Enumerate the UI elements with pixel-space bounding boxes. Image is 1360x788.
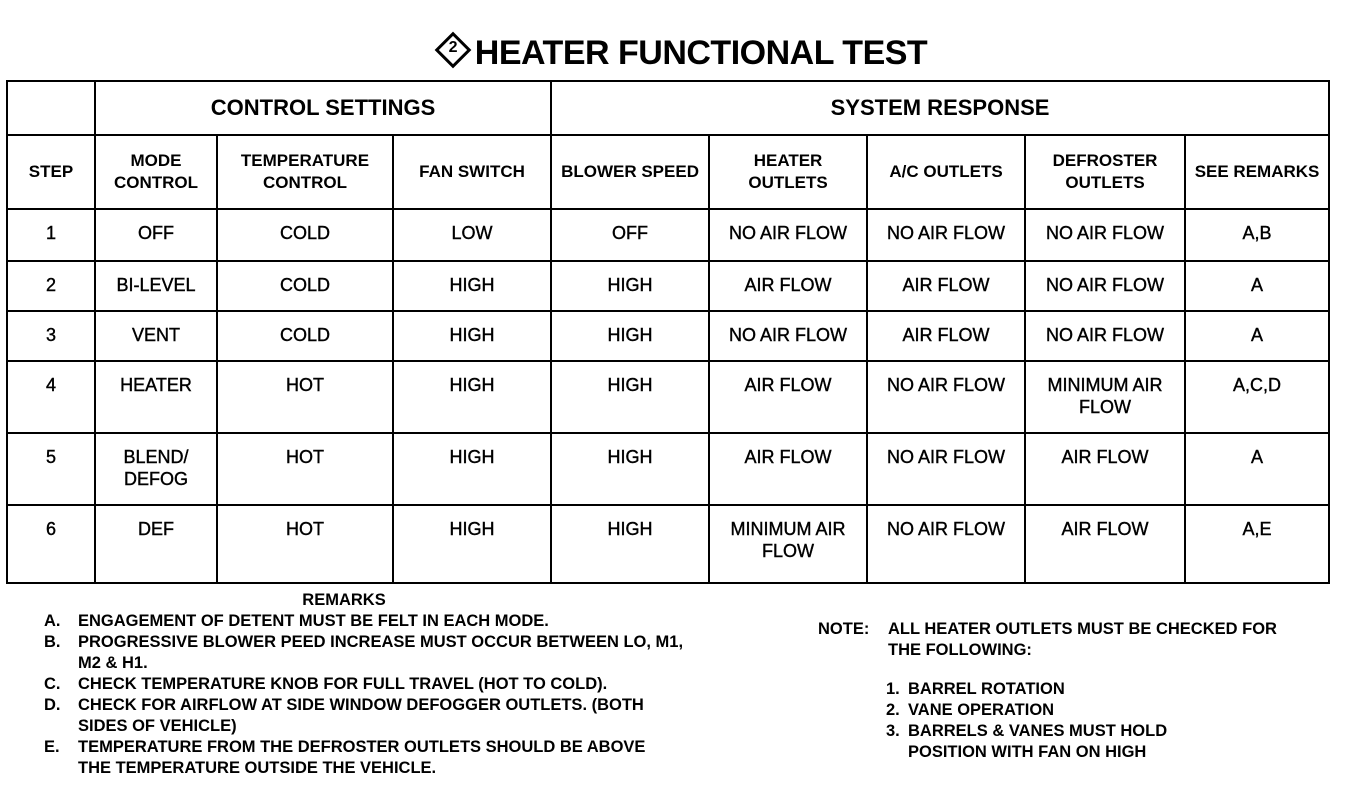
note-item [886, 721, 1338, 763]
cell-step: 3 [7, 311, 95, 361]
col-defroster: DEFROSTER OUTLETS [1025, 135, 1185, 209]
note-item-text: BARREL ROTATION [908, 680, 1065, 698]
cell-mode: BI-LEVEL [95, 261, 217, 311]
col-remarks: SEE REMARKS [1185, 135, 1329, 209]
remark-item [44, 737, 724, 779]
remark-letter: B. [44, 633, 61, 651]
table-row [7, 209, 1329, 261]
remark-item [44, 632, 724, 674]
cell-mode: VENT [95, 311, 217, 361]
cell-heater: AIR FLOW [709, 433, 867, 505]
cell-temperature: COLD [217, 311, 393, 361]
cell-remarks: A,B [1185, 209, 1329, 261]
cell-defroster: NO AIR FLOW [1025, 311, 1185, 361]
cell-fan: LOW [393, 209, 551, 261]
note-label: NOTE: [818, 620, 870, 638]
cell-fan: HIGH [393, 261, 551, 311]
cell-temperature: HOT [217, 505, 393, 583]
cell-temperature: HOT [217, 433, 393, 505]
remark-letter: D. [44, 696, 61, 714]
col-step: STEP [7, 135, 95, 209]
cell-step: 5 [7, 433, 95, 505]
note-section [818, 619, 1338, 763]
cell-remarks: A [1185, 433, 1329, 505]
cell-ac: AIR FLOW [867, 261, 1025, 311]
remark-item [44, 611, 724, 632]
table-row [7, 261, 1329, 311]
remark-text: ENGAGEMENT OF DETENT MUST BE FELT IN EACH MODE. [78, 612, 549, 630]
cell-temperature: COLD [217, 209, 393, 261]
cell-defroster: NO AIR FLOW [1025, 209, 1185, 261]
cell-remarks: A [1185, 261, 1329, 311]
cell-remarks: A,E [1185, 505, 1329, 583]
cell-heater: NO AIR FLOW [709, 311, 867, 361]
cell-fan: HIGH [393, 361, 551, 433]
cell-mode: BLEND/ DEFOG [95, 433, 217, 505]
cell-defroster: AIR FLOW [1025, 433, 1185, 505]
cell-mode: HEATER [95, 361, 217, 433]
col-temperature: TEMPERATURE CONTROL [217, 135, 393, 209]
remark-letter: E. [44, 738, 60, 756]
remark-item [44, 674, 724, 695]
col-ac: A/C OUTLETS [867, 135, 1025, 209]
remark-letter: C. [44, 675, 61, 693]
group-header-row [7, 81, 1329, 135]
note-item-text: VANE OPERATION [908, 701, 1055, 719]
note-item [886, 679, 1338, 700]
cell-temperature: COLD [217, 261, 393, 311]
note-item-number: 2. [886, 701, 900, 719]
cell-step: 4 [7, 361, 95, 433]
cell-heater: MINIMUM AIR FLOW [709, 505, 867, 583]
cell-blower: HIGH [551, 261, 709, 311]
cell-defroster: NO AIR FLOW [1025, 261, 1185, 311]
heater-test-table [6, 80, 1330, 584]
cell-ac: NO AIR FLOW [867, 361, 1025, 433]
note-item-text: BARRELS & VANES MUST HOLD POSITION WITH FAN ON HIGH [908, 722, 1168, 761]
remark-letter: A. [44, 612, 61, 630]
table-row [7, 311, 1329, 361]
note-text: ALL HEATER OUTLETS MUST BE CHECKED FOR THE FOLLOWING: [888, 620, 1277, 659]
table-row [7, 505, 1329, 583]
page-title [0, 30, 1360, 73]
col-blower: BLOWER SPEED [551, 135, 709, 209]
remark-text: TEMPERATURE FROM THE DEFROSTER OUTLETS SHOULD BE ABOVE THE TEMPERATURE OUTSIDE THE VEHICLE. [78, 738, 646, 777]
cell-blower: HIGH [551, 311, 709, 361]
note-item [886, 700, 1338, 721]
note-item-number: 1. [886, 680, 900, 698]
table-row [7, 433, 1329, 505]
cell-mode: DEF [95, 505, 217, 583]
remark-text: CHECK FOR AIRFLOW AT SIDE WINDOW DEFOGGER OUTLETS. (BOTH SIDES OF VEHICLE) [78, 696, 644, 735]
note-list [886, 679, 1338, 763]
cell-remarks: A,C,D [1185, 361, 1329, 433]
col-heater: HEATER OUTLETS [709, 135, 867, 209]
column-header-row [7, 135, 1329, 209]
corner-cell [7, 81, 95, 135]
cell-heater: AIR FLOW [709, 361, 867, 433]
cell-defroster: MINIMUM AIR FLOW [1025, 361, 1185, 433]
col-mode: MODE CONTROL [95, 135, 217, 209]
remark-text: CHECK TEMPERATURE KNOB FOR FULL TRAVEL (HOT TO COLD). [78, 675, 608, 693]
step-diamond-icon [433, 30, 473, 70]
cell-fan: HIGH [393, 311, 551, 361]
cell-ac: NO AIR FLOW [867, 209, 1025, 261]
col-fan: FAN SWITCH [393, 135, 551, 209]
remark-text: PROGRESSIVE BLOWER PEED INCREASE MUST OCCUR BETWEEN LO, M1, M2 & H1. [78, 633, 684, 672]
cell-ac: NO AIR FLOW [867, 505, 1025, 583]
cell-temperature: HOT [217, 361, 393, 433]
system-response-header: SYSTEM RESPONSE [551, 81, 1329, 135]
page-title-text: HEATER FUNCTIONAL TEST [474, 34, 928, 72]
cell-step: 6 [7, 505, 95, 583]
remarks-heading: REMARKS [302, 591, 386, 609]
cell-heater: AIR FLOW [709, 261, 867, 311]
cell-remarks: A [1185, 311, 1329, 361]
cell-blower: HIGH [551, 361, 709, 433]
control-settings-header: CONTROL SETTINGS [95, 81, 551, 135]
table-row [7, 361, 1329, 433]
remark-item [44, 695, 724, 737]
cell-blower: HIGH [551, 505, 709, 583]
cell-mode: OFF [95, 209, 217, 261]
remarks-section [44, 590, 724, 779]
cell-defroster: AIR FLOW [1025, 505, 1185, 583]
cell-heater: NO AIR FLOW [709, 209, 867, 261]
note-item-number: 3. [886, 722, 900, 740]
cell-fan: HIGH [393, 505, 551, 583]
cell-step: 2 [7, 261, 95, 311]
cell-blower: HIGH [551, 433, 709, 505]
cell-ac: NO AIR FLOW [867, 433, 1025, 505]
cell-ac: AIR FLOW [867, 311, 1025, 361]
cell-blower: OFF [551, 209, 709, 261]
cell-step: 1 [7, 209, 95, 261]
cell-fan: HIGH [393, 433, 551, 505]
step-diamond-number: 2 [448, 39, 457, 56]
